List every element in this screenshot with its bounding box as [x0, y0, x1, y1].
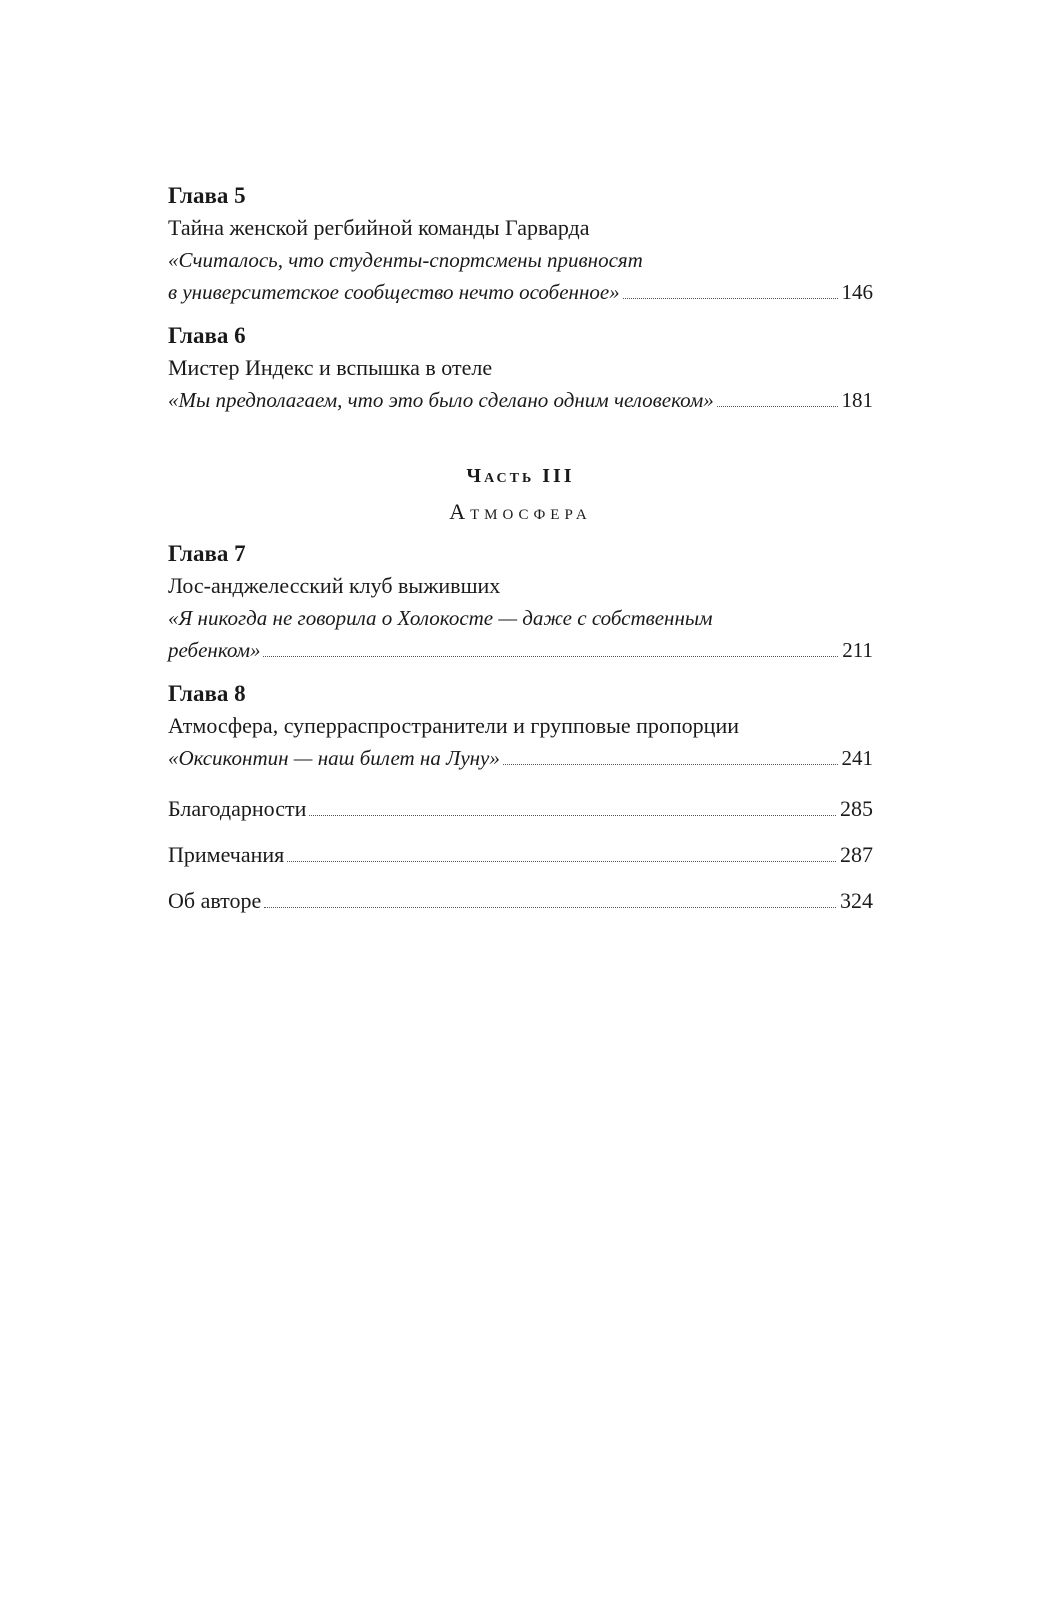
chapter-title: Лос-анджелесский клуб выживших — [168, 573, 501, 598]
dot-leader — [309, 815, 836, 816]
chapter-5-entry[interactable] — [168, 180, 873, 308]
chapter-quote-line: «Я никогда не говорила о Холокосте — даже с собственным — [168, 606, 713, 630]
chapter-quote-line: «Считалось, что студенты-спортсмены привносят — [168, 248, 643, 272]
back-matter-label: Примечания — [168, 842, 285, 867]
chapter-7-entry[interactable] — [168, 538, 873, 666]
dot-leader — [264, 907, 836, 908]
chapter-quote-last-line: «Мы предполагаем, что это было сделано одним человеком» — [168, 388, 714, 412]
page-number: 324 — [840, 888, 873, 913]
part-number: Часть III — [466, 465, 575, 487]
chapter-heading: Глава 8 — [168, 681, 246, 706]
table-of-contents — [168, 180, 873, 924]
back-matter-label: Благодарности — [168, 796, 307, 821]
back-matter-item-acknowledgements[interactable] — [168, 786, 873, 832]
chapter-heading: Глава 7 — [168, 541, 246, 566]
page-number: 211 — [842, 638, 873, 662]
page-number: 146 — [841, 280, 873, 304]
chapter-quote-last-line: ребенком» — [168, 638, 261, 662]
chapter-quote-last-line: «Оксиконтин — наш билет на Луну» — [168, 746, 500, 770]
dot-leader — [717, 406, 838, 407]
page-number: 181 — [841, 388, 873, 412]
chapter-8-entry[interactable] — [168, 678, 873, 774]
chapter-title: Тайна женской регбийной команды Гарварда — [168, 215, 590, 240]
back-matter-label: Об авторе — [168, 888, 262, 913]
page-number: 285 — [840, 796, 873, 821]
chapter-title: Атмосфера, суперраспространители и групповые пропорции — [168, 713, 740, 738]
part-title: Атмосфера — [449, 499, 592, 524]
back-matter-item-notes[interactable] — [168, 832, 873, 878]
chapter-title: Мистер Индекс и вспышка в отеле — [168, 355, 493, 380]
back-matter — [168, 786, 873, 924]
chapter-quote-last-line: в университетское сообщество нечто особенное» — [168, 280, 620, 304]
dot-leader — [287, 861, 836, 862]
chapter-6-entry[interactable] — [168, 320, 873, 416]
page-number: 287 — [840, 842, 873, 867]
chapter-heading: Глава 6 — [168, 323, 246, 348]
part-heading — [168, 458, 873, 530]
chapter-heading: Глава 5 — [168, 183, 246, 208]
dot-leader — [623, 298, 838, 299]
dot-leader — [503, 764, 838, 765]
back-matter-item-about-author[interactable] — [168, 878, 873, 924]
dot-leader — [263, 656, 838, 657]
page-number: 241 — [841, 746, 873, 770]
